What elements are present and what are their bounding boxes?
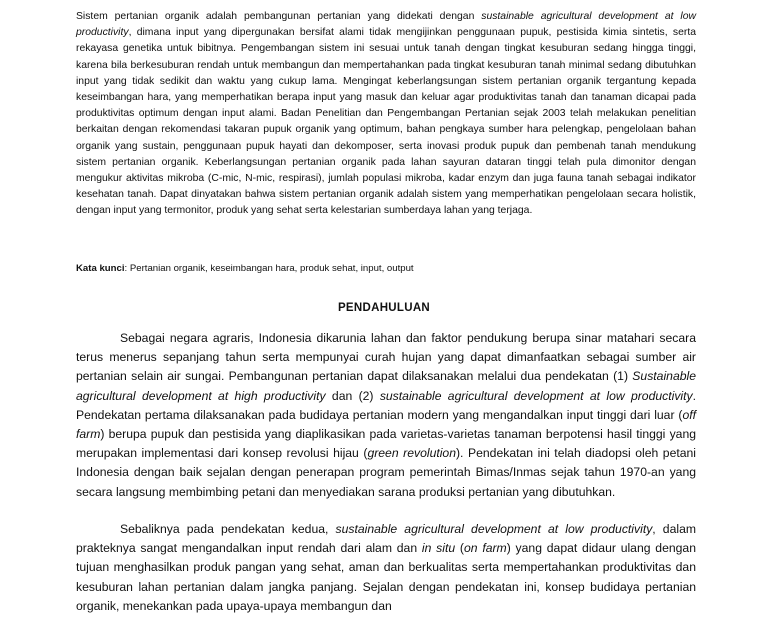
body-text-italic: green revolution xyxy=(367,446,456,461)
body-text-italic: in situ xyxy=(421,541,456,556)
body-text: , dalam prakteknya sangat mengandalkan input rendah dari alam dan xyxy=(76,522,697,556)
body-text: Sebaliknya pada pendekatan kedua, xyxy=(120,522,336,536)
body-text: dan (2) xyxy=(325,388,380,403)
abstract-text: , dimana input yang dipergunakan bersifat alami tidak mengijinkan penggunaan pupuk, pestisida kimia sintetis, serta rekayasa genetika untuk bibitnya. Pengembangan sistem ini sesuai untuk tanah dengan tingkat kesuburan sedang hingga tinggi, karena bila berkesuburan rendah untuk membangun dan mempertahankan pada tingkat kesuburan tanah minimal sedang dibutuhkan input yang tidak sedikit dan waktu yang cukup lama. Mengingat keberlangsungan sistem pertanian organik tergantung kepada keseimbangan hara, yang memperhatikan berapa input yang masuk dan keluar agar produktivitas tanah dan tanaman dicapai pada produktivitas optimum dengan input alami. Badan Penelitian dan Pengembangan Pertanian sejak 2003 telah melakukan penelitian berkaitan dengan rekomendasi takaran pupuk organik yang optimum, bahan pengkaya sumber hara pelengkap, pengelolaan bahan organik yang sustain, penggunaan pupuk hayati dan dekomposer, serta inovasi produk pupuk dan pembenah tanah mendukung sistem pertanian organik. Keberlangsungan pertanian organik pada lahan sayuran dataran tinggi telah pula dimonitor dengan mengukur aktivitas mikroba (C-mic, N-mic, respirasi), jumlah populasi mikroba, kadar enzym dan juga fauna tanah sebagai indikator kesehatan tanah. Dapat dinyatakan bahwa sistem pertanian organik adalah sistem yang memperhatikan pengelolaan secara holistik, dengan input yang termonitor, produk yang sehat serta kelestarian sumberdaya lahan yang terjaga. xyxy=(76,27,696,217)
body-text: ) yang dapat didaur ulang dengan tujuan menghasilkan produk pangan yang sehat, aman dan berkualitas serta mempertahankan produktivitas dan kesuburan lahan pertanian dalam jangka panjang. Sejalan dengan pendekatan ini, konsep budidaya pertanian organik, menekankan pada upaya-upaya membangun dan xyxy=(76,541,696,613)
keywords-list: : Pertanian organik, keseimbangan hara, produk sehat, input, output xyxy=(124,263,414,274)
body-text: Sebagai negara agraris, Indonesia dikarunia lahan dan faktor pendukung berupa sinar matahari secara terus menerus sepanjang tahun serta mempunyai curah hujan yang dapat dimanfaatkan sebagai sumber air pertanian selain air sungai. Pembangunan pertanian dapat dilaksanakan melalui dua pendekatan (1) xyxy=(76,331,696,384)
section-heading: PENDAHULUAN xyxy=(337,302,431,314)
abstract-term-italic: sustainable agricultural development at low productivity xyxy=(76,11,696,39)
body-text-italic: off farm xyxy=(76,407,696,442)
body-text-italic: sustainable agricultural development at low productivity xyxy=(379,388,693,403)
keywords-line xyxy=(76,262,696,276)
keywords-label: Kata kunci xyxy=(76,263,125,274)
body-text-italic: sustainable agricultural development at low productivity xyxy=(335,522,653,536)
intro-paragraph-1 xyxy=(76,329,696,502)
intro-paragraph-2 xyxy=(76,520,696,616)
body-text: ) berupa pupuk dan pestisida yang diaplikasikan pada varietas-varietas tanaman berpotensi hasil tinggi yang merupakan implementasi dari konsep revolusi hijau ( xyxy=(76,427,696,461)
body-text: . Pendekatan pertama dilaksanakan pada budidaya pertanian modern yang mengandalkan input tinggi dari luar ( xyxy=(76,388,697,422)
abstract-text: Sistem pertanian organik adalah pembangunan pertanian yang didekati dengan xyxy=(76,11,482,22)
body-text-italic: on farm xyxy=(463,541,507,556)
body-text: ( xyxy=(455,541,464,556)
abstract-paragraph xyxy=(76,9,696,220)
body-text: ). Pendekatan ini telah diadopsi oleh petani Indonesia dengan baik sejalan dengan penerapan program pemerintah Bimas/Inmas sejak tahun 1970-an yang secara langsung membimbing petani dan menyediakan sarana produksi pertanian yang dibutuhkan. xyxy=(76,446,697,499)
body-text-italic: Sustainable agricultural development at high productivity xyxy=(76,369,696,403)
